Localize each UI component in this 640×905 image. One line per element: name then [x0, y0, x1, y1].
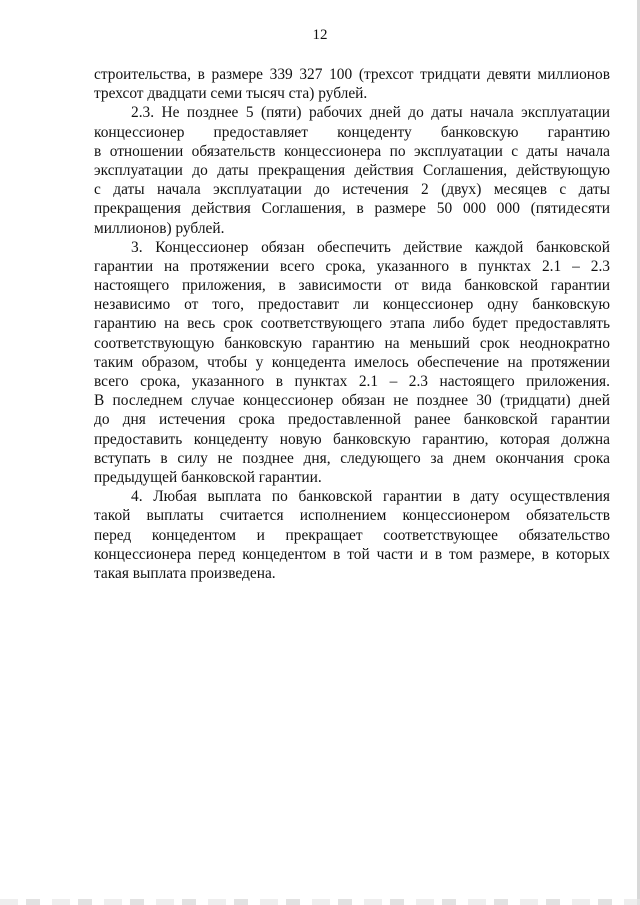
text-line: 4. Любая выплата по банковской гарантии в дату осуществления [131, 488, 610, 506]
text-line: соответствующую банковскую гарантию на меньший срок неоднократно [94, 334, 610, 352]
document-body [94, 65, 610, 583]
text-line: независимо от того, предоставит ли концессионер одну банковскую [94, 296, 610, 314]
text-line: 3. Концессионер обязан обеспечить действие каждой банковской [131, 238, 610, 256]
text-line: настоящего приложения, в зависимости от вида банковской гарантии [94, 277, 610, 295]
text-line: в отношении обязательств концессионера по эксплуатации с даты начала [94, 142, 610, 160]
text-line: вступать в силу не позднее дня, следующего за днем окончания срока [94, 449, 610, 467]
text-line: таким образом, чтобы у концедента имелось обеспечение на протяжении [94, 353, 610, 371]
text-line: концессионера перед концедентом в той части и в том размере, в которых [94, 545, 610, 563]
text-line: трехсот двадцати семи тысяч ста) рублей. [94, 85, 368, 103]
paragraph-continuation [94, 65, 610, 103]
scan-bottom-artifacts [0, 899, 640, 905]
text-line: концессионер предоставляет концеденту банковскую гарантию [94, 123, 610, 141]
text-line: такой выплаты считается исполнением концессионером обязательств [94, 507, 610, 525]
text-line: эксплуатации до даты прекращения действия Соглашения, действующую [94, 161, 610, 179]
text-line: 2.3. Не позднее 5 (пяти) рабочих дней до даты начала эксплуатации [131, 104, 610, 122]
paragraph-4 [94, 487, 610, 583]
text-line: предыдущей банковской гарантии. [94, 468, 322, 486]
text-line: такая выплата произведена. [94, 564, 276, 582]
text-line: прекращения действия Соглашения, в размере 50 000 000 (пятидесяти [94, 200, 610, 218]
paragraph-2-3 [94, 103, 610, 237]
paragraph-3 [94, 238, 610, 487]
text-line: гарантию на весь срок соответствующего этапа либо будет предоставлять [94, 315, 610, 333]
text-line: до дня истечения срока предоставленной ранее банковской гарантии [94, 411, 610, 429]
page-number: 12 [312, 27, 328, 43]
text-line: строительства, в размере 339 327 100 (трехсот тридцати девяти миллионов [94, 66, 610, 83]
text-line: всего срока, указанного в пунктах 2.1 – 2.3 настоящего приложения. [94, 373, 610, 390]
text-line: перед концедентом и прекращает соответствующее обязательство [94, 526, 610, 544]
text-line: В последнем случае концессионер обязан не позднее 30 (тридцати) дней [94, 392, 610, 410]
text-line: предоставить концеденту новую банковскую гарантию, которая должна [94, 430, 610, 448]
text-line: с даты начала эксплуатации до истечения 2 (двух) месяцев с даты [94, 181, 610, 199]
text-line: гарантии на протяжении всего срока, указанного в пунктах 2.1 – 2.3 [94, 257, 610, 275]
text-line: миллионов) рублей. [94, 219, 225, 237]
